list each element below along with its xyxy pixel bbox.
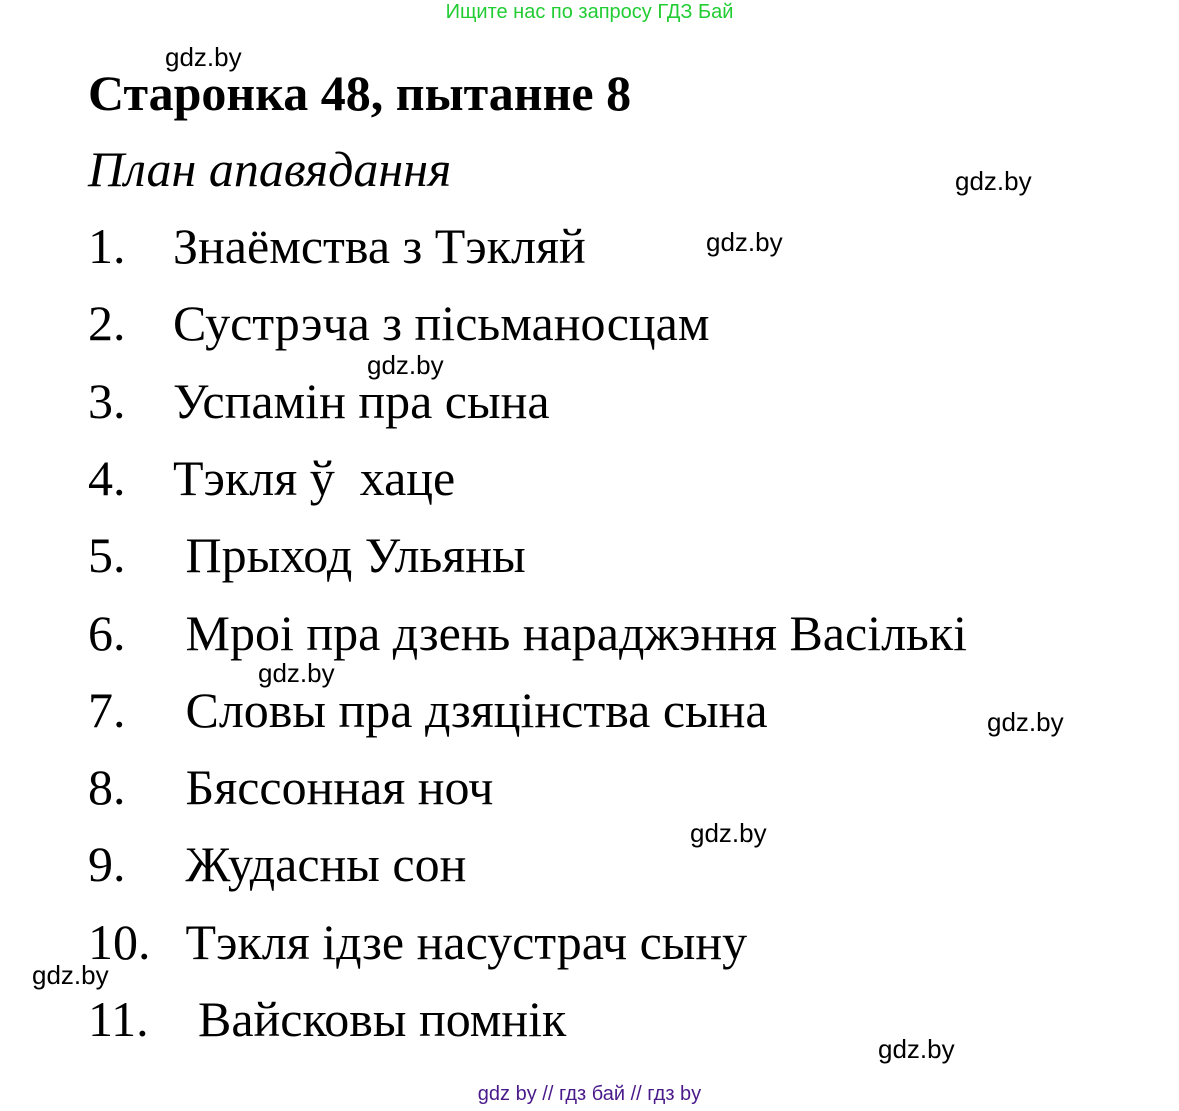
- plan-item-number: 4.: [88, 449, 126, 506]
- plan-item-number: 8.: [88, 759, 126, 816]
- plan-item: [88, 989, 566, 1049]
- plan-item: [88, 834, 466, 894]
- plan-item-text: Сустрэча з пісьманосцам: [173, 295, 710, 352]
- plan-item-text: Прыход Ульяны: [173, 527, 526, 584]
- plan-item-number: 6.: [88, 604, 126, 661]
- plan-item-text: Тэкля ў хаце: [173, 449, 456, 506]
- plan-item-number: 9.: [88, 836, 126, 893]
- footer-links: gdz by // гдз бай // гдз by: [477, 1083, 702, 1105]
- plan-item-text: Тэкля ідзе насустрач сыну: [173, 913, 748, 970]
- plan-item-text: Жудасны сон: [173, 836, 467, 893]
- plan-item-text: Вайсковы помнік: [173, 991, 567, 1047]
- watermark: gdz.by: [706, 227, 783, 257]
- page-title: Старонка 48, пытанне 8: [88, 65, 632, 121]
- watermark: gdz.by: [367, 350, 444, 380]
- plan-item-text: Знаёмства з Тэкляй: [173, 218, 586, 274]
- plan-item: [88, 525, 526, 585]
- plan-item-number: 2.: [88, 295, 126, 352]
- plan-item-number: 11.: [88, 991, 149, 1047]
- plan-item-number: 5.: [88, 527, 126, 584]
- plan-item-number: 7.: [88, 681, 126, 738]
- watermark: gdz.by: [955, 166, 1032, 196]
- plan-item-text: Мроі пра дзень нараджэння Васількі: [173, 604, 968, 661]
- plan-item: [88, 293, 709, 353]
- watermark: gdz.by: [690, 818, 767, 848]
- plan-item-text: Бяссонная ноч: [173, 759, 494, 816]
- plan-item: [88, 912, 747, 972]
- watermark: gdz.by: [258, 658, 335, 688]
- watermark: gdz.by: [32, 960, 109, 990]
- search-hint-banner: Ищите нас по запросу ГДЗ Бай: [445, 1, 734, 23]
- watermark: gdz.by: [987, 707, 1064, 737]
- plan-item: [88, 680, 768, 740]
- plan-item: [88, 448, 455, 508]
- plan-subtitle: План апавядання: [88, 141, 452, 197]
- plan-item-text: Успамін пра сына: [173, 372, 550, 429]
- watermark: gdz.by: [878, 1034, 955, 1064]
- plan-item: [88, 371, 550, 431]
- plan-item: [88, 603, 967, 663]
- plan-item-number: 3.: [88, 372, 126, 429]
- plan-item: [88, 216, 586, 276]
- plan-item: [88, 757, 493, 817]
- plan-item-number: 1.: [88, 218, 126, 274]
- watermark: gdz.by: [165, 42, 242, 72]
- plan-item-text: Словы пра дзяцінства сына: [173, 681, 768, 738]
- plan-item-number: 10.: [88, 913, 151, 970]
